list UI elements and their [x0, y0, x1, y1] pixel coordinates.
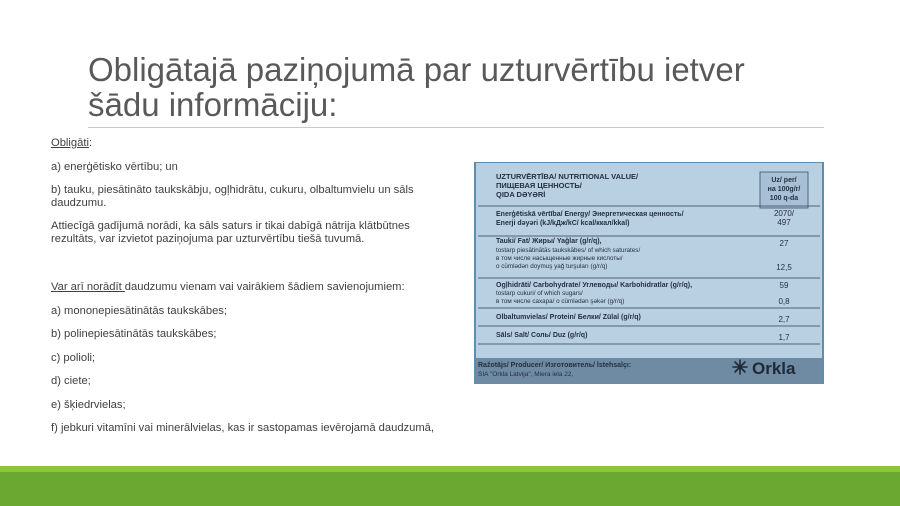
carb-label-3: в том числе сахара/ o cümlədən şəkər (g/r/q) [496, 298, 625, 305]
slide-title [88, 52, 808, 122]
producer-line-1: Ražotājs/ Producer/ Изготовитель/ İstehsalçı: [478, 362, 632, 369]
salt-note: Attiecīgā gadījumā norādi, ka sāls saturs ir tikai dabīgā nātrija klātbūtnes rezultāts, var izvietot paziņojuma par uzturvērtību tiešā tuvumā. [51, 220, 410, 245]
nutrition-label-photo [474, 162, 824, 384]
carb-label-1-visible: Ogļhidrāti/ Carbohydrate/ Углеводы/ Karbohidratlar (g/r/q), [496, 282, 693, 289]
mandatory-heading: Obligāti [51, 137, 89, 149]
mandatory-item-a: a) enerģētisko vērtību; un [51, 160, 178, 173]
optional-lead: Var arī norādīt [51, 281, 125, 293]
per-label-1: Uz/ per/ [771, 177, 797, 184]
producer-line-2: SIA "Orkla Latvija", Miera iela 22, [478, 371, 574, 378]
nutrition-label-drawing [474, 162, 824, 384]
optional-lead-para [51, 281, 456, 294]
salt-label: Sāls/ Salt/ Соль/ Duz (g/r/q) [496, 332, 588, 339]
saturates-value: 12,5 [776, 263, 792, 272]
per-label-2: на 100g/r/ [767, 186, 801, 193]
sugars-value: 0,8 [778, 297, 790, 306]
energy-label-1: Enerģētiskā vērtība/ Energy/ Энергетическая ценность/ [496, 211, 684, 218]
orkla-brand-text: Orkla [752, 359, 796, 378]
optional-item-d: d) ciete; [51, 375, 91, 387]
label-header-2: ПИЩЕВАЯ ЦЕННОСТЬ/ [496, 181, 582, 190]
optional-item-e: e) šķiedrvielas; [51, 398, 126, 411]
fat-label-4: o cümlədən doymuş yağ turşuları (g/r/q) [496, 263, 608, 270]
mandatory-heading-colon: : [88, 137, 93, 149]
fat-label-2: tostarp piesātinātās taukskābes/ of which saturates/ [496, 247, 641, 254]
energy-label-2: Enerji dəyəri (kJ/kДж/kC/ kcal/ккал/kkal) [496, 220, 630, 227]
title-divider [88, 127, 824, 128]
fat-label-1: Tauki/ Fat/ Жиры/ Yağlar (g/r/q), [496, 238, 602, 245]
title-line-1: Obligātajā paziņojumā par uzturvērtību ietver [88, 51, 745, 88]
salt-value: 1,7 [778, 333, 790, 342]
fat-value: 27 [779, 239, 789, 248]
label-header-3: QIDA DƏYƏRİ [496, 190, 546, 199]
optional-item-f: f) jebkuri vitamīni vai minerālvielas, kas ir sastopamas ievērojamā daudzumā, [51, 422, 435, 434]
slide-body [51, 137, 456, 435]
energy-value-kj: 2070/ [773, 209, 795, 218]
carb-label-2: tostarp cukuri/ of which sugars/ [496, 290, 583, 297]
mandatory-item-b: b) tauku, piesātināto taukskābju, ogļhidrātu, cukuru, olbaltumvielu un sāls daudzumu. [51, 184, 414, 209]
mandatory-heading-para [51, 137, 456, 150]
optional-item-a: a) mononepiesātinātās taukskābes; [51, 304, 228, 317]
carb-value: 59 [779, 281, 789, 290]
optional-item-b: b) polinepiesātinātās taukskābes; [51, 328, 217, 340]
title-line-2: šādu informāciju: [88, 86, 338, 123]
footer-band-dark [0, 472, 900, 506]
energy-value-kcal: 497 [777, 218, 791, 227]
optional-item-c: c) polioli; [51, 351, 96, 364]
protein-value: 2,7 [778, 315, 790, 324]
per-label-3: 100 q-da [769, 195, 799, 202]
fat-label-3: в том числе насыщенные жирные кислоты/ [496, 255, 623, 262]
orkla-star-icon [733, 360, 747, 374]
label-header-1: UZTURVĒRTĪBA/ NUTRITIONAL VALUE/ [496, 172, 639, 181]
optional-rest: daudzumu vienam vai vairākiem šādiem savienojumiem: [124, 281, 405, 293]
protein-label: Olbaltumvielas/ Protein/ Белки/ Zülal (g/r/q) [496, 314, 641, 321]
